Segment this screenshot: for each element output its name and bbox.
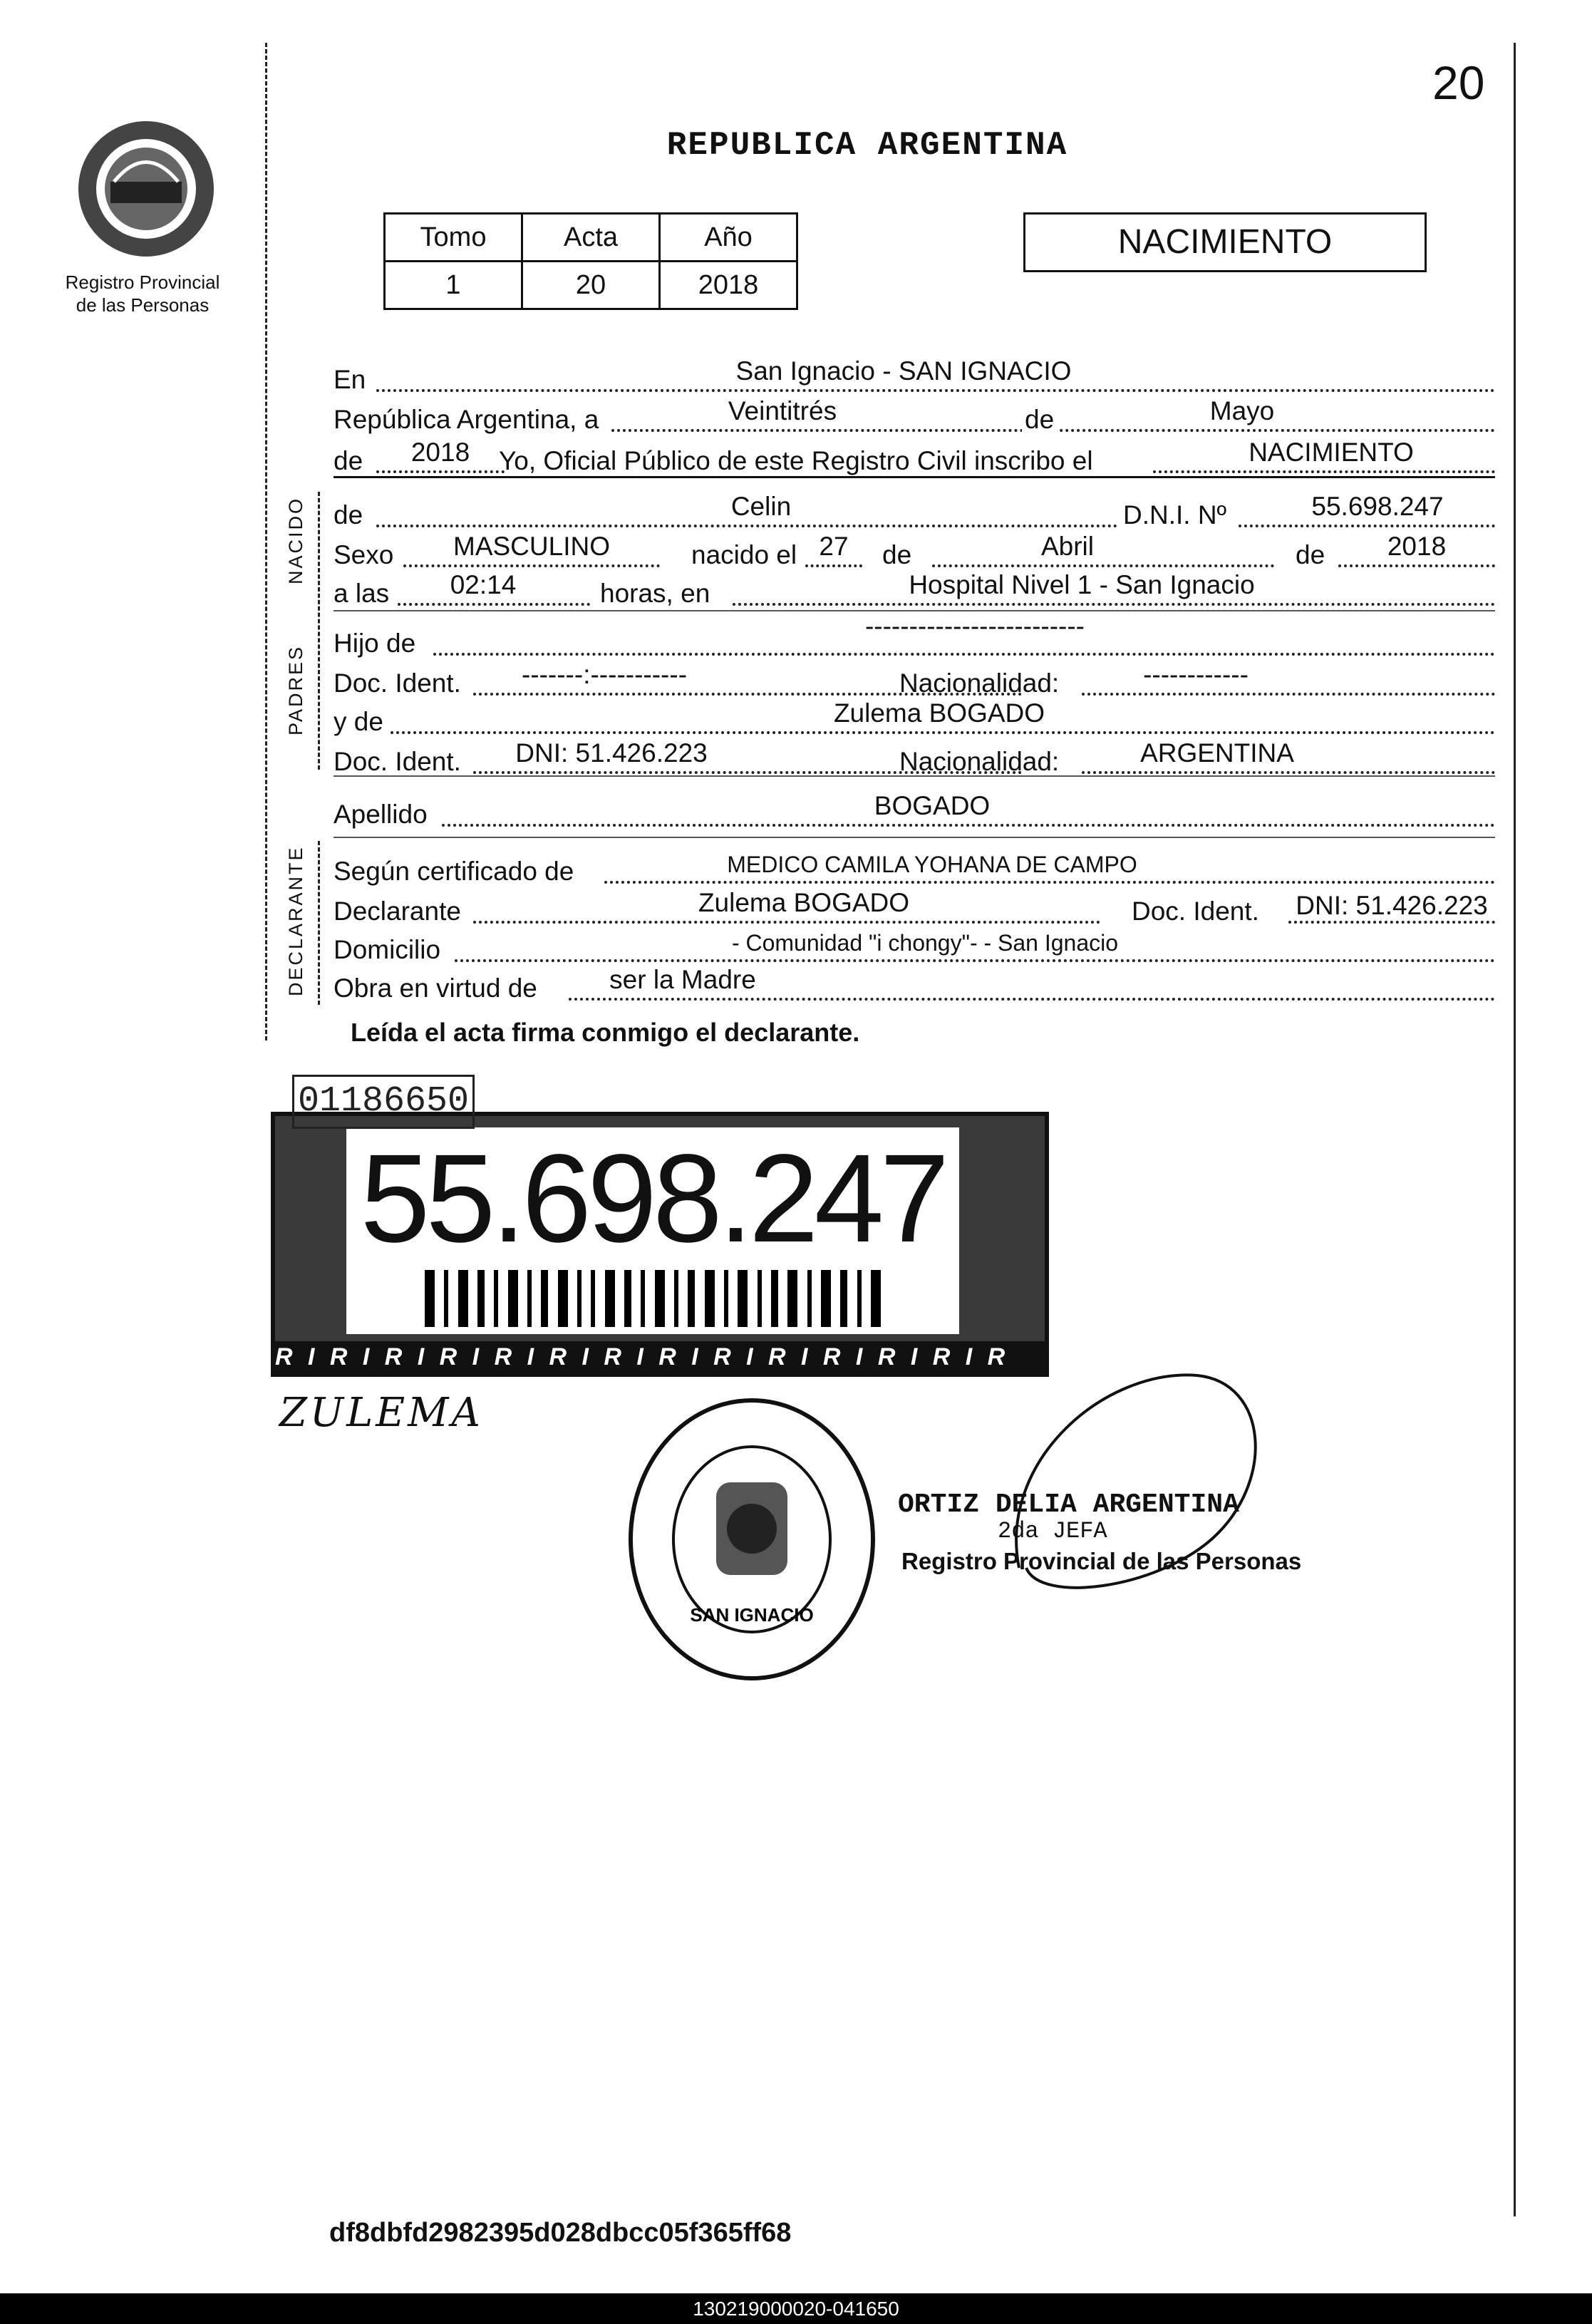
dotted-line — [391, 731, 1495, 734]
handwritten-signature: ZULEMA — [279, 1390, 483, 1436]
dotted-line — [805, 564, 862, 567]
signatory-name: ORTIZ DELIA ARGENTINA — [898, 1489, 1239, 1520]
label-nacionalidad: Nacionalidad: — [899, 668, 1060, 698]
anio-header: Año — [660, 214, 797, 262]
section-padres: PADRES — [285, 644, 306, 735]
dotted-line — [733, 603, 1495, 606]
dotted-line — [455, 959, 1495, 962]
value-padre-doc: -------:----------- — [521, 660, 688, 689]
dni-sticker-footer: R I R I R I R I R I R I R I R I R I R I R I R I R I R — [275, 1341, 1045, 1373]
value-padre: ------------------------- — [864, 611, 1085, 641]
nacido-section-line — [318, 492, 320, 770]
label-en: En — [334, 365, 366, 394]
label-de2: de — [334, 446, 363, 475]
official-seal — [620, 1390, 884, 1689]
dni-sticker-number: 55.698.247 — [360, 1129, 946, 1269]
logo-caption — [43, 271, 242, 316]
value-obra: ser la Madre — [609, 965, 756, 994]
dotted-line — [1153, 470, 1495, 473]
value-apellido: BOGADO — [874, 791, 991, 820]
dotted-line — [433, 653, 1495, 656]
label-certificado: Según certificado de — [334, 857, 574, 886]
dotted-line — [1338, 564, 1495, 567]
value-madre: Zulema BOGADO — [833, 698, 1045, 728]
seal-center-text: SAN IGNACIO — [690, 1604, 814, 1626]
dni-sticker-inner — [346, 1127, 959, 1334]
document-title: REPUBLICA ARGENTINA — [666, 127, 1068, 164]
dotted-line — [1288, 921, 1495, 924]
tomo-value: 1 — [385, 262, 522, 309]
tomo-header: Tomo — [385, 214, 522, 262]
value-declarante: Zulema BOGADO — [698, 888, 910, 917]
divider-line — [334, 775, 1495, 777]
dotted-line — [442, 824, 1495, 827]
value-month: Mayo — [1209, 396, 1275, 425]
section-declarante: DECLARANTE — [285, 845, 306, 996]
value-certificado: MEDICO CAMILA YOHANA DE CAMPO — [727, 852, 1137, 877]
left-margin-line — [265, 43, 267, 1040]
label-doc-ident2: Doc. Ident. — [334, 747, 461, 776]
value-hora: 02:14 — [450, 570, 517, 599]
label-sexo: Sexo — [334, 540, 394, 569]
acta-value: 20 — [522, 262, 660, 309]
row-en — [334, 356, 1495, 399]
dotted-line — [473, 921, 1100, 924]
row-sexo — [334, 532, 1495, 574]
label-oficial: Yo, Oficial Público de este Registro Civil inscribo el — [499, 446, 1093, 475]
value-year: 2018 — [410, 438, 470, 467]
label-domicilio: Domicilio — [334, 935, 441, 964]
anio-value: 2018 — [660, 262, 797, 309]
label-doc-ident3: Doc. Ident. — [1132, 897, 1259, 926]
label-republica: República Argentina, a — [334, 405, 599, 434]
acta-header: Acta — [522, 214, 660, 262]
row-certificado — [334, 848, 1495, 891]
value-padre-nac: ------------ — [1143, 660, 1249, 689]
stamp-number: 01186650 — [292, 1075, 475, 1129]
signatory-office: Registro Provincial de las Personas — [901, 1548, 1302, 1574]
registry-table — [383, 212, 798, 310]
label-dni: D.N.I. Nº — [1123, 500, 1227, 530]
dotted-line — [569, 998, 1495, 1001]
value-lugar: Hospital Nivel 1 - San Ignacio — [909, 570, 1255, 599]
value-en: San Ignacio - SAN IGNACIO — [735, 356, 1072, 386]
value-nombre: Celin — [730, 492, 792, 521]
value-dia: 27 — [819, 532, 849, 561]
value-domicilio: - Comunidad "i chongy"- - San Ignacio — [731, 930, 1119, 956]
barcode — [425, 1270, 881, 1327]
label-nacionalidad2: Nacionalidad: — [899, 747, 1060, 776]
row-madre-doc — [334, 738, 1495, 781]
dotted-line — [403, 564, 660, 567]
dotted-line — [1082, 771, 1495, 774]
label-nombre: de — [334, 500, 363, 530]
value-anio: 2018 — [1387, 532, 1447, 561]
label-declarante: Declarante — [334, 897, 461, 926]
row-obra — [334, 965, 1495, 1008]
record-type-box: NACIMIENTO — [1023, 212, 1427, 272]
label-doc-ident: Doc. Ident. — [334, 668, 461, 698]
value-sexo: MASCULINO — [453, 532, 610, 561]
row-nombre — [334, 492, 1495, 534]
value-day: Veintitrés — [728, 396, 837, 425]
logo-caption-line1: Registro Provincial — [65, 272, 220, 293]
value-declarante-doc: DNI: 51.426.223 — [1296, 891, 1488, 920]
page-number: 20 — [1432, 56, 1485, 109]
signatory-role: 2da JEFA — [998, 1518, 1107, 1544]
row-apellido — [334, 791, 1495, 834]
dni-sticker — [271, 1112, 1049, 1377]
dotted-line — [1239, 525, 1495, 527]
row-hijo-de — [334, 611, 1495, 663]
right-margin-line — [1514, 43, 1516, 2216]
row-domicilio — [334, 926, 1495, 969]
label-horas-en: horas, en — [600, 579, 710, 608]
divider-line — [334, 476, 1495, 478]
row-y-de — [334, 698, 1495, 741]
label-obra: Obra en virtud de — [334, 974, 537, 1003]
label-nacido-el: nacido el — [691, 540, 797, 569]
value-inscribe: NACIMIENTO — [1249, 438, 1414, 467]
closing-statement: Leída el acta firma conmigo el declarante. — [351, 1018, 860, 1047]
row-padre-doc — [334, 660, 1495, 703]
row-hora — [334, 570, 1495, 613]
document-hash: df8dbfd2982395d028dbcc05f365ff68 — [329, 2218, 792, 2248]
value-madre-nac: ARGENTINA — [1140, 738, 1294, 768]
declarante-section-line — [318, 841, 320, 1005]
dotted-line — [932, 564, 1274, 567]
label-y-de: y de — [334, 707, 383, 736]
dotted-line — [1082, 693, 1495, 696]
row-declarante — [334, 888, 1495, 931]
value-mes: Abril — [1040, 532, 1095, 561]
dotted-line — [376, 389, 1495, 392]
logo-caption-line2: de las Personas — [76, 294, 210, 316]
label-de-anio: de — [1296, 540, 1325, 569]
dotted-line — [376, 525, 1117, 527]
row-oficial — [334, 438, 1495, 480]
section-nacido: NACIDO — [285, 496, 306, 584]
divider-line — [334, 837, 1495, 838]
dotted-line — [398, 603, 590, 606]
label-de: de — [1022, 405, 1057, 435]
province-logo — [71, 114, 221, 264]
value-madre-doc: DNI: 51.426.223 — [515, 738, 708, 768]
dotted-line — [376, 470, 505, 473]
footer-code: 130219000020-041650 — [0, 2293, 1592, 2324]
label-hijo-de: Hijo de — [334, 629, 416, 658]
dotted-line — [604, 881, 1495, 884]
label-apellido: Apellido — [334, 800, 428, 829]
label-a-las: a las — [334, 579, 390, 608]
row-republica — [334, 396, 1495, 439]
value-dni: 55.698.247 — [1311, 492, 1444, 521]
label-de-mes: de — [882, 540, 912, 569]
